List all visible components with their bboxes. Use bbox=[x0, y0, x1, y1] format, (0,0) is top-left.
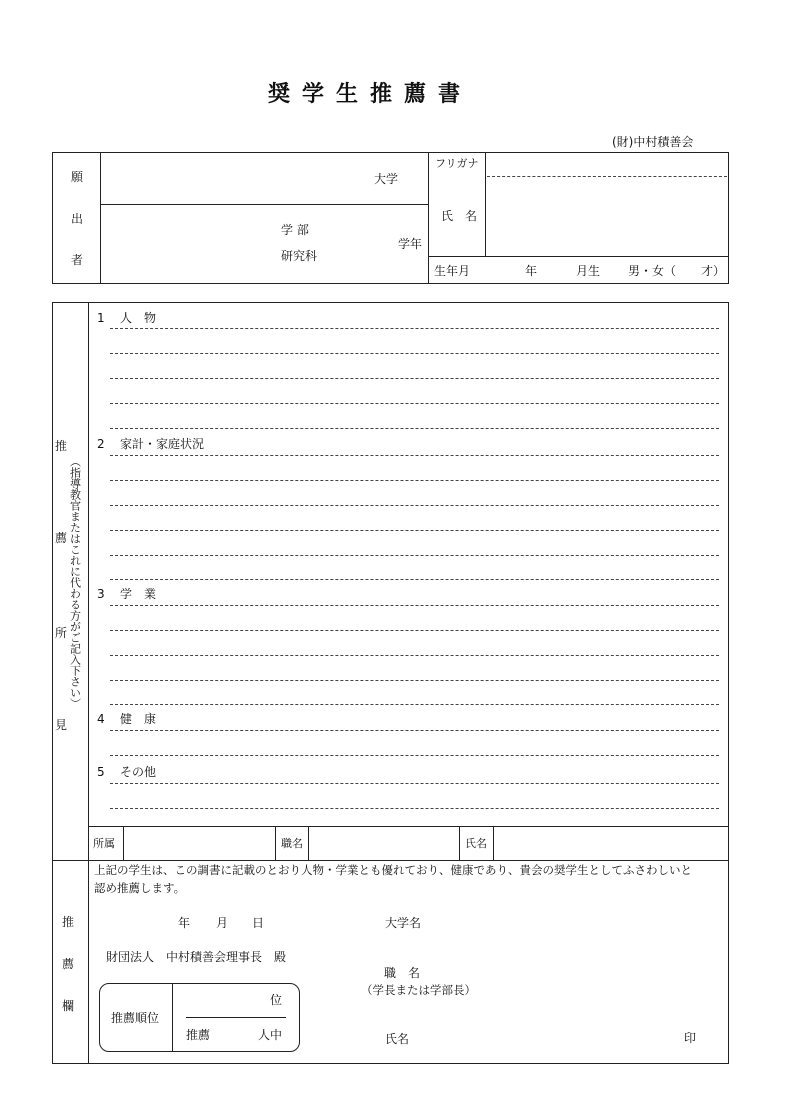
name-field[interactable] bbox=[487, 178, 727, 254]
section-2-number: 2 bbox=[97, 437, 105, 451]
applicant-label-1: 願 bbox=[71, 170, 84, 184]
statement-line-2: 認め推薦します。 bbox=[94, 881, 186, 895]
position-field[interactable] bbox=[309, 827, 458, 859]
section-4-number: 4 bbox=[97, 712, 105, 726]
health-field[interactable] bbox=[110, 728, 719, 758]
endorser-position-label: 職 名 bbox=[384, 966, 421, 980]
recommendation-label-4: 見 bbox=[55, 718, 68, 732]
section-2-title: 家計・家庭状況 bbox=[120, 437, 205, 451]
birth-month-label: 月生 bbox=[576, 264, 601, 278]
applicant-label-2: 出 bbox=[71, 212, 84, 226]
other-field[interactable] bbox=[110, 781, 719, 813]
endorsement-label-3: 欄 bbox=[62, 999, 75, 1013]
endorsement-label-1: 推 bbox=[62, 915, 75, 929]
endorser-position-note: （学長または学部長） bbox=[361, 983, 476, 997]
endorser-name-label: 氏名 bbox=[385, 1032, 410, 1046]
endorse-year-label: 年 bbox=[178, 916, 191, 930]
name-label: 氏 名 bbox=[441, 209, 478, 223]
seal-mark: 印 bbox=[684, 1031, 697, 1045]
affiliation-field[interactable] bbox=[124, 827, 274, 859]
recommendation-label-1: 推 bbox=[55, 439, 68, 453]
section-5-title: その他 bbox=[120, 765, 157, 779]
endorser-name-field[interactable] bbox=[420, 1024, 670, 1052]
birth-year-label: 年 bbox=[525, 264, 538, 278]
position-label: 職名 bbox=[281, 837, 303, 850]
rank-field[interactable] bbox=[178, 990, 266, 1014]
endorsement-label-2: 薦 bbox=[62, 957, 75, 971]
recommendation-label-2: 薦 bbox=[55, 531, 68, 545]
signer-name-label: 氏名 bbox=[465, 837, 487, 850]
rank-unit-label: 位 bbox=[270, 993, 283, 1007]
graduate-school-label: 研究科 bbox=[281, 249, 318, 263]
recommendation-label-3: 所 bbox=[55, 626, 68, 640]
signer-name-field[interactable] bbox=[494, 827, 728, 859]
family-finance-field[interactable] bbox=[110, 453, 719, 583]
organization-name: (財)中村積善会 bbox=[612, 135, 694, 149]
section-5-number: 5 bbox=[97, 765, 105, 779]
section-1-title: 人 物 bbox=[120, 311, 157, 325]
birth-label: 生年月 bbox=[434, 264, 471, 278]
section-1-number: 1 bbox=[97, 311, 105, 325]
endorse-day-label: 日 bbox=[252, 916, 265, 930]
personality-field[interactable] bbox=[110, 327, 719, 433]
university-label: 大学 bbox=[374, 172, 399, 186]
section-3-number: 3 bbox=[97, 587, 105, 601]
furigana-field[interactable] bbox=[487, 154, 727, 175]
university-name-label: 大学名 bbox=[385, 916, 422, 930]
furigana-label: フリガナ bbox=[435, 157, 479, 170]
statement-line-1: 上記の学生は、この調書に記載のとおり人物・学業とも優れており、健康であり、貴会の奨学生としてふさわしいと bbox=[94, 863, 692, 877]
page-title: 奨学生推薦書 bbox=[268, 82, 473, 107]
gender-selector[interactable]: 男・女（ bbox=[628, 264, 677, 278]
endorse-month-label: 月 bbox=[216, 916, 229, 930]
instruction-note: （指導教官またはこれに代わる方がご記入下さい） bbox=[68, 456, 82, 709]
faculty-field[interactable] bbox=[101, 205, 427, 283]
applicant-label-3: 者 bbox=[71, 253, 84, 267]
section-3-title: 学 業 bbox=[120, 587, 157, 601]
age-unit-label: 才） bbox=[701, 264, 726, 278]
addressee-text: 財団法人 中村積善会理事長 殿 bbox=[106, 950, 287, 964]
recommend-count-field[interactable] bbox=[215, 1022, 257, 1046]
academics-field[interactable] bbox=[110, 603, 719, 708]
affiliation-label: 所属 bbox=[93, 837, 115, 850]
grade-label: 学年 bbox=[398, 237, 423, 251]
people-suffix-label: 人中 bbox=[258, 1028, 283, 1042]
rank-label: 推薦順位 bbox=[111, 1011, 160, 1025]
faculty-label: 学 部 bbox=[281, 223, 309, 237]
recommend-label: 推薦 bbox=[186, 1028, 211, 1042]
section-4-title: 健 康 bbox=[120, 712, 157, 726]
university-name-field[interactable] bbox=[430, 908, 710, 936]
